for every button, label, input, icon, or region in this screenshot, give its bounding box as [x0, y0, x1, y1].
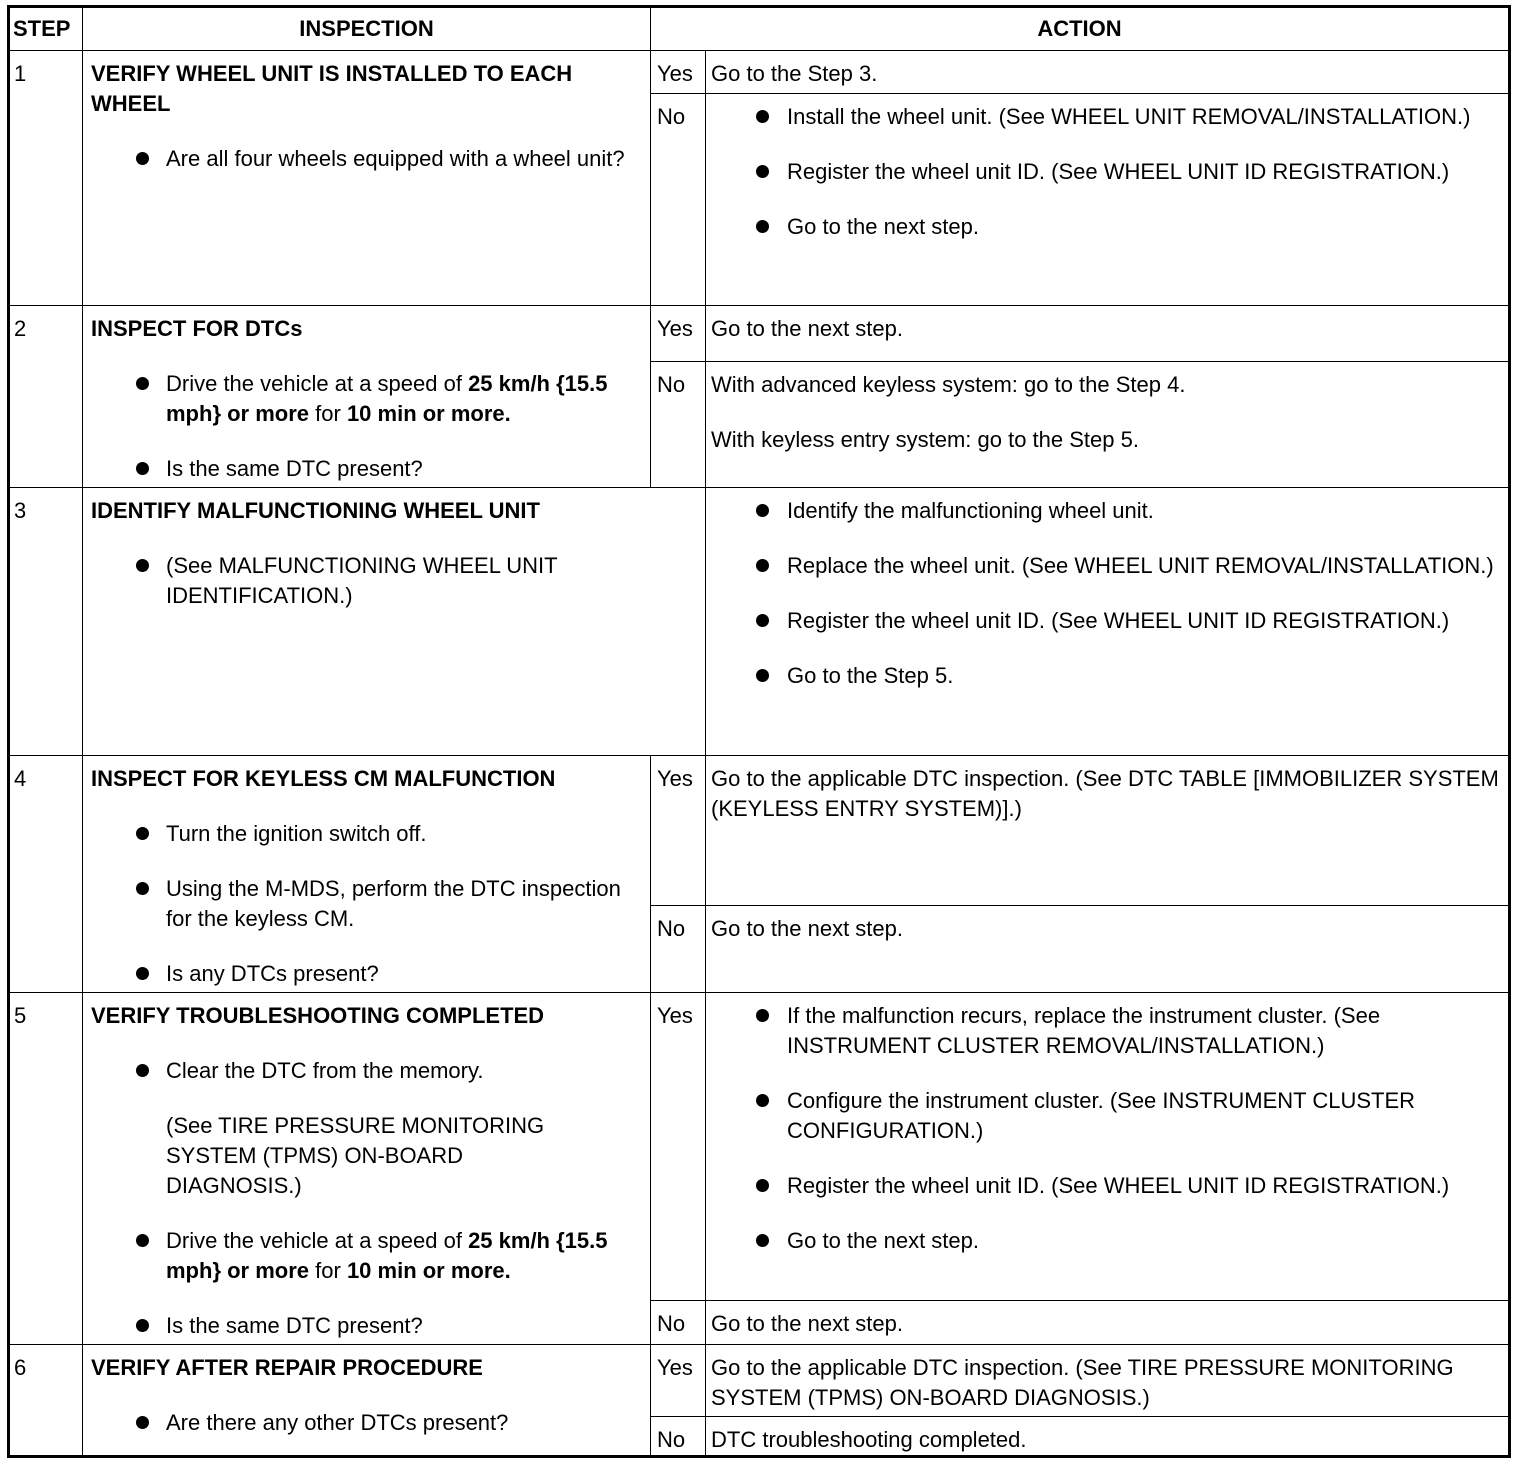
bullet-item: Register the wheel unit ID. (See WHEEL UNIT ID REGISTRATION.): [711, 1171, 1502, 1201]
drive-speed: 25 km/h {15.5 mph} or more: [166, 1228, 608, 1283]
bullet-item: Replace the wheel unit. (See WHEEL UNIT REMOVAL/INSTALLATION.): [711, 551, 1502, 581]
bullet-item: Are there any other DTCs present?: [91, 1408, 642, 1438]
bullet-item: Turn the ignition switch off.: [91, 819, 642, 849]
header-row: [9, 7, 1510, 51]
bullet-item: Using the M-MDS, perform the DTC inspection for the keyless CM.: [91, 874, 642, 934]
drive-speed: 25 km/h {15.5 mph} or more: [166, 371, 608, 426]
bullet-item: If the malfunction recurs, replace the instrument cluster. (See INSTRUMENT CLUSTER REMOVAL/INSTALLATION.): [711, 1001, 1502, 1061]
drive-text: Drive the vehicle at a speed of: [166, 371, 469, 396]
step-title: VERIFY AFTER REPAIR PROCEDURE: [91, 1355, 483, 1380]
bullet-item: (See MALFUNCTIONING WHEEL UNIT IDENTIFICATION.): [91, 551, 697, 611]
step-number: 4: [9, 756, 83, 993]
no-label: No: [651, 362, 706, 488]
bullet-item: Clear the DTC from the memory.: [91, 1056, 642, 1086]
yes-label: Yes: [651, 756, 706, 906]
step-3-inspection: [83, 488, 706, 756]
bullet-item: Register the wheel unit ID. (See WHEEL UNIT ID REGISTRATION.): [711, 606, 1502, 636]
bullet-item: [91, 369, 642, 429]
no-action: [706, 362, 1510, 488]
step-6-yes-row: [9, 1345, 1510, 1417]
yes-action: [706, 993, 1510, 1301]
no-action-line: With advanced keyless system: go to the Step 4.: [711, 372, 1186, 397]
step-title: VERIFY TROUBLESHOOTING COMPLETED: [91, 1003, 545, 1028]
no-label: No: [651, 906, 706, 993]
bullet-item: Install the wheel unit. (See WHEEL UNIT REMOVAL/INSTALLATION.): [711, 102, 1502, 132]
no-label: No: [651, 1301, 706, 1345]
no-action: DTC troubleshooting completed.: [706, 1417, 1510, 1457]
troubleshooting-table: [7, 5, 1511, 1458]
drive-text: for: [309, 1258, 347, 1283]
yes-label: Yes: [651, 51, 706, 94]
bullet-item: Are all four wheels equipped with a wheel unit?: [91, 144, 642, 174]
step-title: INSPECT FOR KEYLESS CM MALFUNCTION: [91, 766, 556, 791]
yes-action: Go to the Step 3.: [706, 51, 1510, 94]
yes-action: Go to the applicable DTC inspection. (See TIRE PRESSURE MONITORING SYSTEM (TPMS) ON-BOARD DIAGNOSIS.): [706, 1345, 1510, 1417]
step-number: 6: [9, 1345, 83, 1457]
bullet-item: Go to the next step.: [711, 212, 1502, 242]
bullet-item: Is the same DTC present?: [91, 454, 642, 484]
step-number: 3: [9, 488, 83, 756]
step-2-inspection: [83, 306, 651, 488]
bullet-item: [91, 1226, 642, 1286]
drive-text: for: [309, 401, 347, 426]
drive-text: Drive the vehicle at a speed of: [166, 1228, 469, 1253]
yes-label: Yes: [651, 306, 706, 362]
step-title: VERIFY WHEEL UNIT IS INSTALLED TO EACH WHEEL: [91, 61, 573, 116]
bullet-item: Register the wheel unit ID. (See WHEEL UNIT ID REGISTRATION.): [711, 157, 1502, 187]
no-label: No: [651, 94, 706, 306]
no-label: No: [651, 1417, 706, 1457]
step-4-inspection: [83, 756, 651, 993]
bullet-item: Is the same DTC present?: [91, 1311, 642, 1341]
step-2-yes-row: [9, 306, 1510, 362]
step-5-inspection: [83, 993, 651, 1345]
no-action-line: With keyless entry system: go to the Step 5.: [711, 427, 1139, 452]
sub-note: (See TIRE PRESSURE MONITORING SYSTEM (TPMS) ON-BOARD DIAGNOSIS.): [166, 1113, 545, 1198]
step-title: INSPECT FOR DTCs: [91, 316, 303, 341]
step-3-row: [9, 488, 1510, 756]
no-action: Go to the next step.: [706, 1301, 1510, 1345]
yes-label: Yes: [651, 993, 706, 1301]
yes-action: Go to the applicable DTC inspection. (See DTC TABLE [IMMOBILIZER SYSTEM (KEYLESS ENTRY SYSTEM)].): [706, 756, 1510, 906]
step-4-yes-row: [9, 756, 1510, 906]
drive-time: 10 min or more.: [346, 401, 511, 426]
yes-action: Go to the next step.: [706, 306, 1510, 362]
bullet-item: Is any DTCs present?: [91, 959, 642, 989]
bullet-item: Go to the Step 5.: [711, 661, 1502, 691]
step-number: 5: [9, 993, 83, 1345]
step-1-inspection: [83, 51, 651, 306]
bullet-item: Go to the next step.: [711, 1226, 1502, 1256]
step-title: IDENTIFY MALFUNCTIONING WHEEL UNIT: [91, 498, 540, 523]
bullet-item: Configure the instrument cluster. (See INSTRUMENT CLUSTER CONFIGURATION.): [711, 1086, 1502, 1146]
no-action: [706, 94, 1510, 306]
step-3-action: [706, 488, 1510, 756]
header-step: STEP: [9, 7, 83, 51]
drive-time: 10 min or more.: [346, 1258, 511, 1283]
step-number: 2: [9, 306, 83, 488]
step-number: 1: [9, 51, 83, 306]
header-inspection: INSPECTION: [83, 7, 651, 51]
step-6-inspection: [83, 1345, 651, 1457]
step-5-yes-row: [9, 993, 1510, 1301]
bullet-item: Identify the malfunctioning wheel unit.: [711, 496, 1502, 526]
step-1-yes-row: [9, 51, 1510, 94]
yes-label: Yes: [651, 1345, 706, 1417]
no-action: Go to the next step.: [706, 906, 1510, 993]
header-action: ACTION: [651, 7, 1510, 51]
